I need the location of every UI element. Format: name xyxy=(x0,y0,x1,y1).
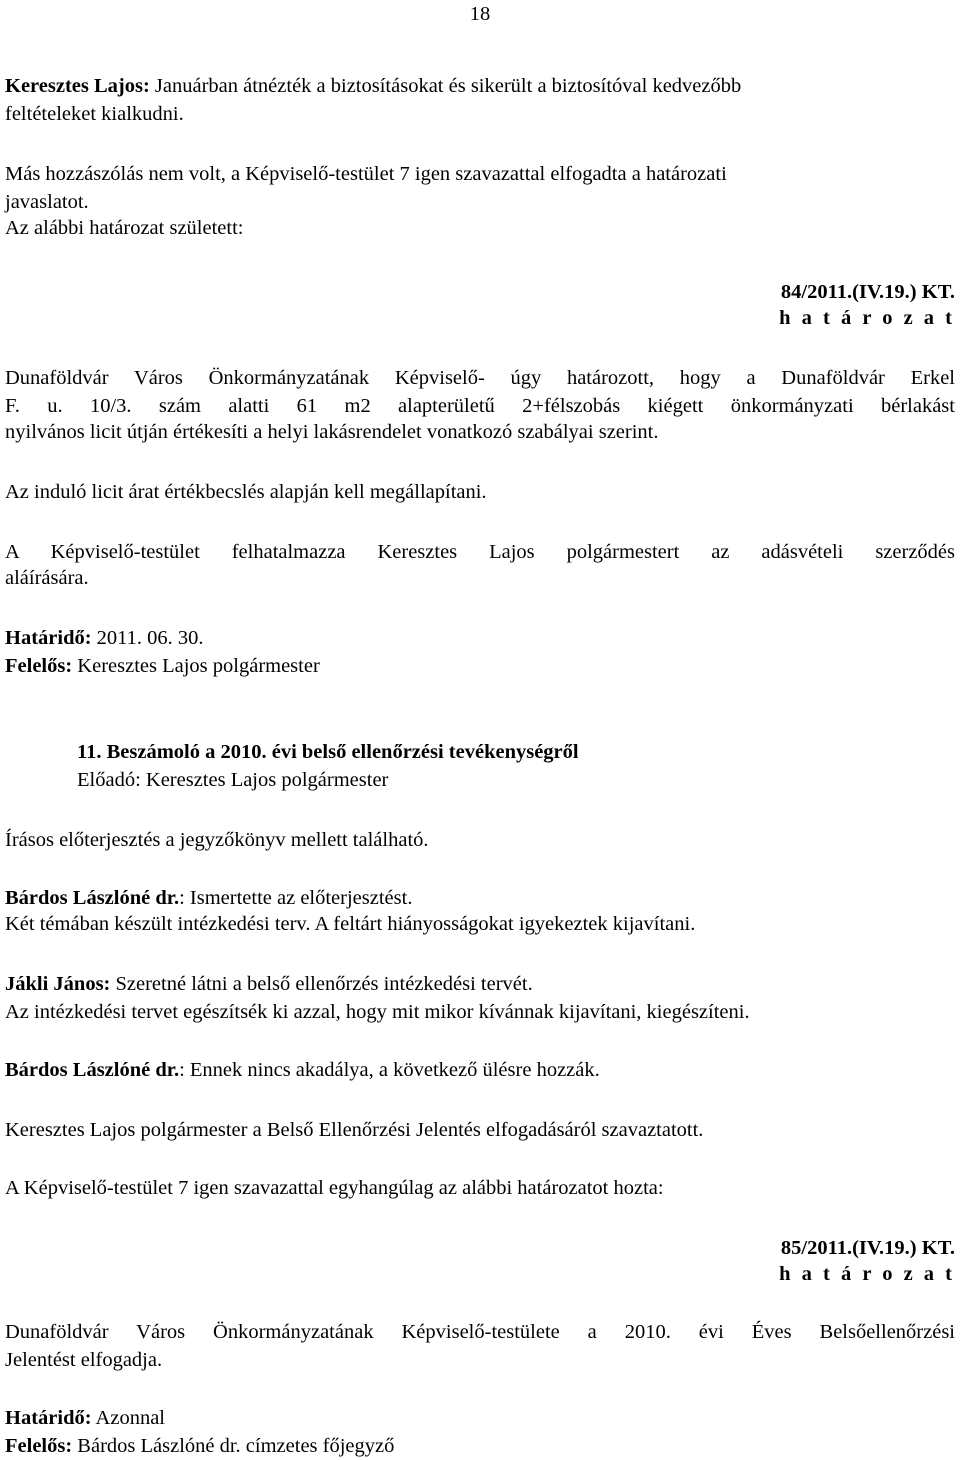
page-number: 18 xyxy=(469,3,491,25)
speaker-name: Bárdos Lászlóné dr. xyxy=(5,1059,180,1081)
agenda-item-title: 11. Beszámoló a 2010. évi belső ellenőrzési tevékenységről xyxy=(77,741,579,763)
deadline: Határidő: Azonnal xyxy=(5,1407,165,1429)
speaker-name: Jákli János: xyxy=(5,973,111,995)
deadline: Határidő: 2011. 06. 30. xyxy=(5,627,204,649)
responsible: Felelős: Bárdos Lászlóné dr. címzetes főjegyző xyxy=(5,1435,395,1457)
resolution-heading: h a t á r o z a t xyxy=(779,1263,955,1285)
presenter: Előadó: Keresztes Lajos polgármester xyxy=(77,769,389,791)
resolution-number: 84/2011.(IV.19.) KT. xyxy=(780,281,955,303)
speaker-name: Bárdos Lászlóné dr. xyxy=(5,887,180,909)
resolution-number: 85/2011.(IV.19.) KT. xyxy=(780,1237,955,1259)
speaker-name: Keresztes Lajos: xyxy=(5,75,150,97)
resolution-heading: h a t á r o z a t xyxy=(779,307,955,329)
responsible: Felelős: Keresztes Lajos polgármester xyxy=(5,655,320,677)
